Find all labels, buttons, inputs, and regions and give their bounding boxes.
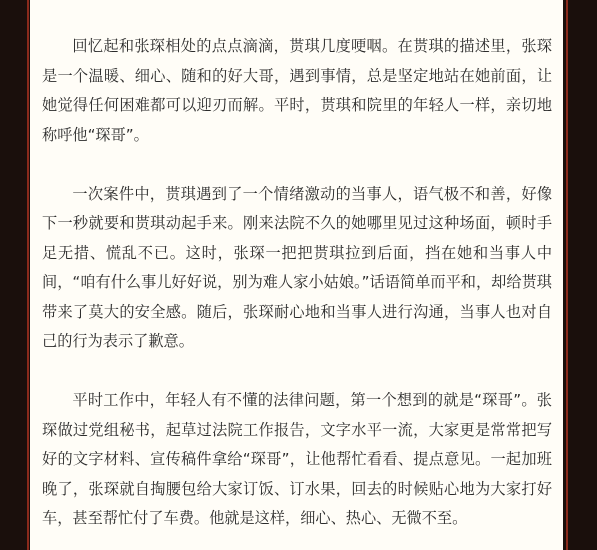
- left-border: [27, 0, 29, 550]
- paragraph-3: 平时工作中，年轻人有不懂的法律问题，第一个想到的就是“琛哥”。张琛做过党组秘书，起草过法院工作报告，文字水平一流，大家更是常常把写好的文字材料、宣传稿件拿给“琛哥”，让他帮忙看看、提点意见。一起加班晚了，张琛就自掏腰包给大家订饭、订水果，回去的时候贴心地为大家打好车，甚至帮忙付了车费。他就是这样，细心、热心、无微不至。: [42, 391, 552, 527]
- paragraph-2: 一次案件中，贳琪遇到了一个情绪激动的当事人，语气极不和善，好像下一秒就要和贳琪动起手来。刚来法院不久的她哪里见过这种场面，顿时手足无措、慌乱不已。这时，张琛一把把贳琪拉到后面，挡在她和当事人中间，“咱有什么事儿好好说，别为难人家小姑娘。”话语简单而平和，却给贳琪带来了莫大的安全感。随后，张琛耐心地和当事人进行沟通，当事人也对自己的行为表示了歉意。: [42, 184, 552, 350]
- article-page: [30, 0, 563, 550]
- article-body: [42, 32, 552, 550]
- paragraph-1: 回忆起和张琛相处的点点滴滴，贳琪几度哽咽。在贳琪的描述里，张琛是一个温暖、细心、随和的好大哥，遇到事情，总是坚定地站在她前面，让她觉得任何困难都可以迎刃而解。平时，贳琪和院里的年轻人一样，亲切地称呼他“琛哥”。: [42, 37, 552, 144]
- right-border: [566, 0, 568, 550]
